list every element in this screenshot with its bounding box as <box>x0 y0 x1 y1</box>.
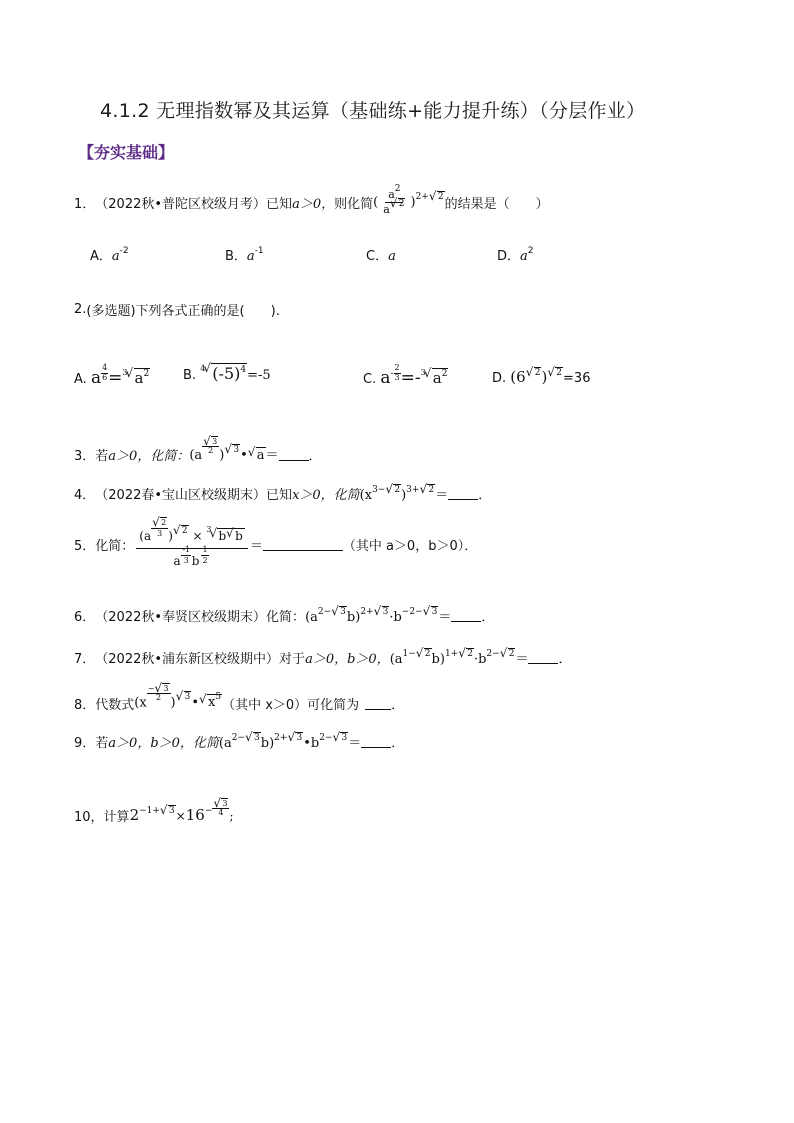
q10-expression: $2^{-1+√ 3}\times 16^-$ √ $\frac{3}{4}$ ; <box>130 806 234 826</box>
q1-option-b[interactable]: B．$a^{-1}$ <box>225 246 264 264</box>
question-8: 8． 代数式 (x $\frac{-√ 3}{2}$ )√ $^3$•√ $x^5$ （其中 x＞0）可化简为 ． <box>74 694 404 713</box>
q6-expression: $(a^{2-√ 3}b)^{2+√ 3}\cdot b^{-2-√ 3}=$ <box>305 606 451 625</box>
answer-blank[interactable] <box>451 609 481 622</box>
q2-option-a[interactable]: A. a $\frac{4}{6}$ =$^3$√ $a^2$ <box>74 368 150 388</box>
question-2: 2. (多选题)下列各式正确的是( ). <box>74 302 280 319</box>
q1-expression: ( $\frac{a^2}{a√ ^2}$ )$^{2+√ 2}$ <box>373 188 444 217</box>
q5-expression: (a √ $\frac{2}{3}$ )√ $^2$ × $^3$√ b√ b a $\frac{-1}{3}$ b $\frac{1}{2}$ <box>136 516 248 573</box>
q2-option-b[interactable]: B. $^4$√ $(-5)^4=-5$ <box>183 364 271 384</box>
q7-expression: $(a^{1-√ 2}b)^{1+√ 2}\cdot b^{2-√ 2}=$ <box>390 648 529 667</box>
question-4: 4． （2022春•宝山区校级期末） 已知 x＞0，化简 $(x^{3-√ 2})^{3+√ 2}=$ ． <box>74 484 491 503</box>
q1-option-a[interactable]: A．$a^{-2}$ <box>90 246 129 264</box>
q1-option-d[interactable]: D．$a^2$ <box>497 246 534 264</box>
q4-expression: $(x^{3-√ 2})^{3+√ 2}=$ <box>360 484 449 503</box>
q2-option-c[interactable]: C. a- $\frac{2}{3}$ =-$^3$√ $a^2$ <box>363 368 448 388</box>
page-title: 4.1.2 无理指数幂及其运算（基础练+能力提升练）（分层作业） <box>100 100 646 122</box>
question-3: 3． 若 a＞0，化简： (a √ $\frac{3}{2}$ )√ $^3$•√ a＝ ． <box>74 444 322 465</box>
question-9: 9． 若 a＞0，b＞0，化简 $(a^{2-√ 3}b)^{2+√ 3}•b^{2-√ 3}=$ ． <box>74 732 404 751</box>
answer-blank[interactable] <box>528 651 558 664</box>
question-1: 1． （2022秋•普陀区校级月考） 已知 a＞0， 则化简 ( $\frac{a^2}{a√ ^2}$ )$^{2+√ 2}$ 的结果是（ ） <box>74 188 549 217</box>
section-heading: 【夯实基础】 <box>78 143 175 162</box>
q1-option-c[interactable]: C．a <box>366 249 396 264</box>
q2-option-d[interactable]: D. (6√ $^2$)√ $^2$=36 <box>492 368 590 386</box>
q9-expression: $(a^{2-√ 3}b)^{2+√ 3}•b^{2-√ 3}=$ <box>219 732 361 751</box>
answer-blank[interactable] <box>263 538 343 551</box>
answer-blank[interactable] <box>361 735 391 748</box>
question-5: 5． 化简： (a √ $\frac{2}{3}$ )√ $^2$ × $^3$√ b√ b a $\frac{-1}{3}$ b $\frac{1}{2}$ ＝ （其中 a＞0，b＞0）． <box>74 516 477 573</box>
q8-expression: (x $\frac{-√ 3}{2}$ )√ $^3$•√ $x^5$ <box>134 695 222 713</box>
question-10: 10， 计算 $2^{-1+√ 3}\times 16^-$ √ $\frac{3}{4}$ ; <box>74 806 234 826</box>
answer-blank[interactable] <box>365 697 391 710</box>
question-7: 7． （2022秋•浦东新区校级期中） 对于 a＞0，b＞0， $(a^{1-√ 2}b)^{1+√ 2}\cdot b^{2-√ 2}=$ ． <box>74 648 571 667</box>
q3-expression: (a √ $\frac{3}{2}$ )√ $^3$•√ a＝ <box>189 444 278 465</box>
answer-blank[interactable] <box>448 487 478 500</box>
answer-blank[interactable] <box>279 448 309 461</box>
question-6: 6． （2022秋•奉贤区校级期末） 化简： $(a^{2-√ 3}b)^{2+√ 3}\cdot b^{-2-√ 3}=$ ． <box>74 606 494 625</box>
